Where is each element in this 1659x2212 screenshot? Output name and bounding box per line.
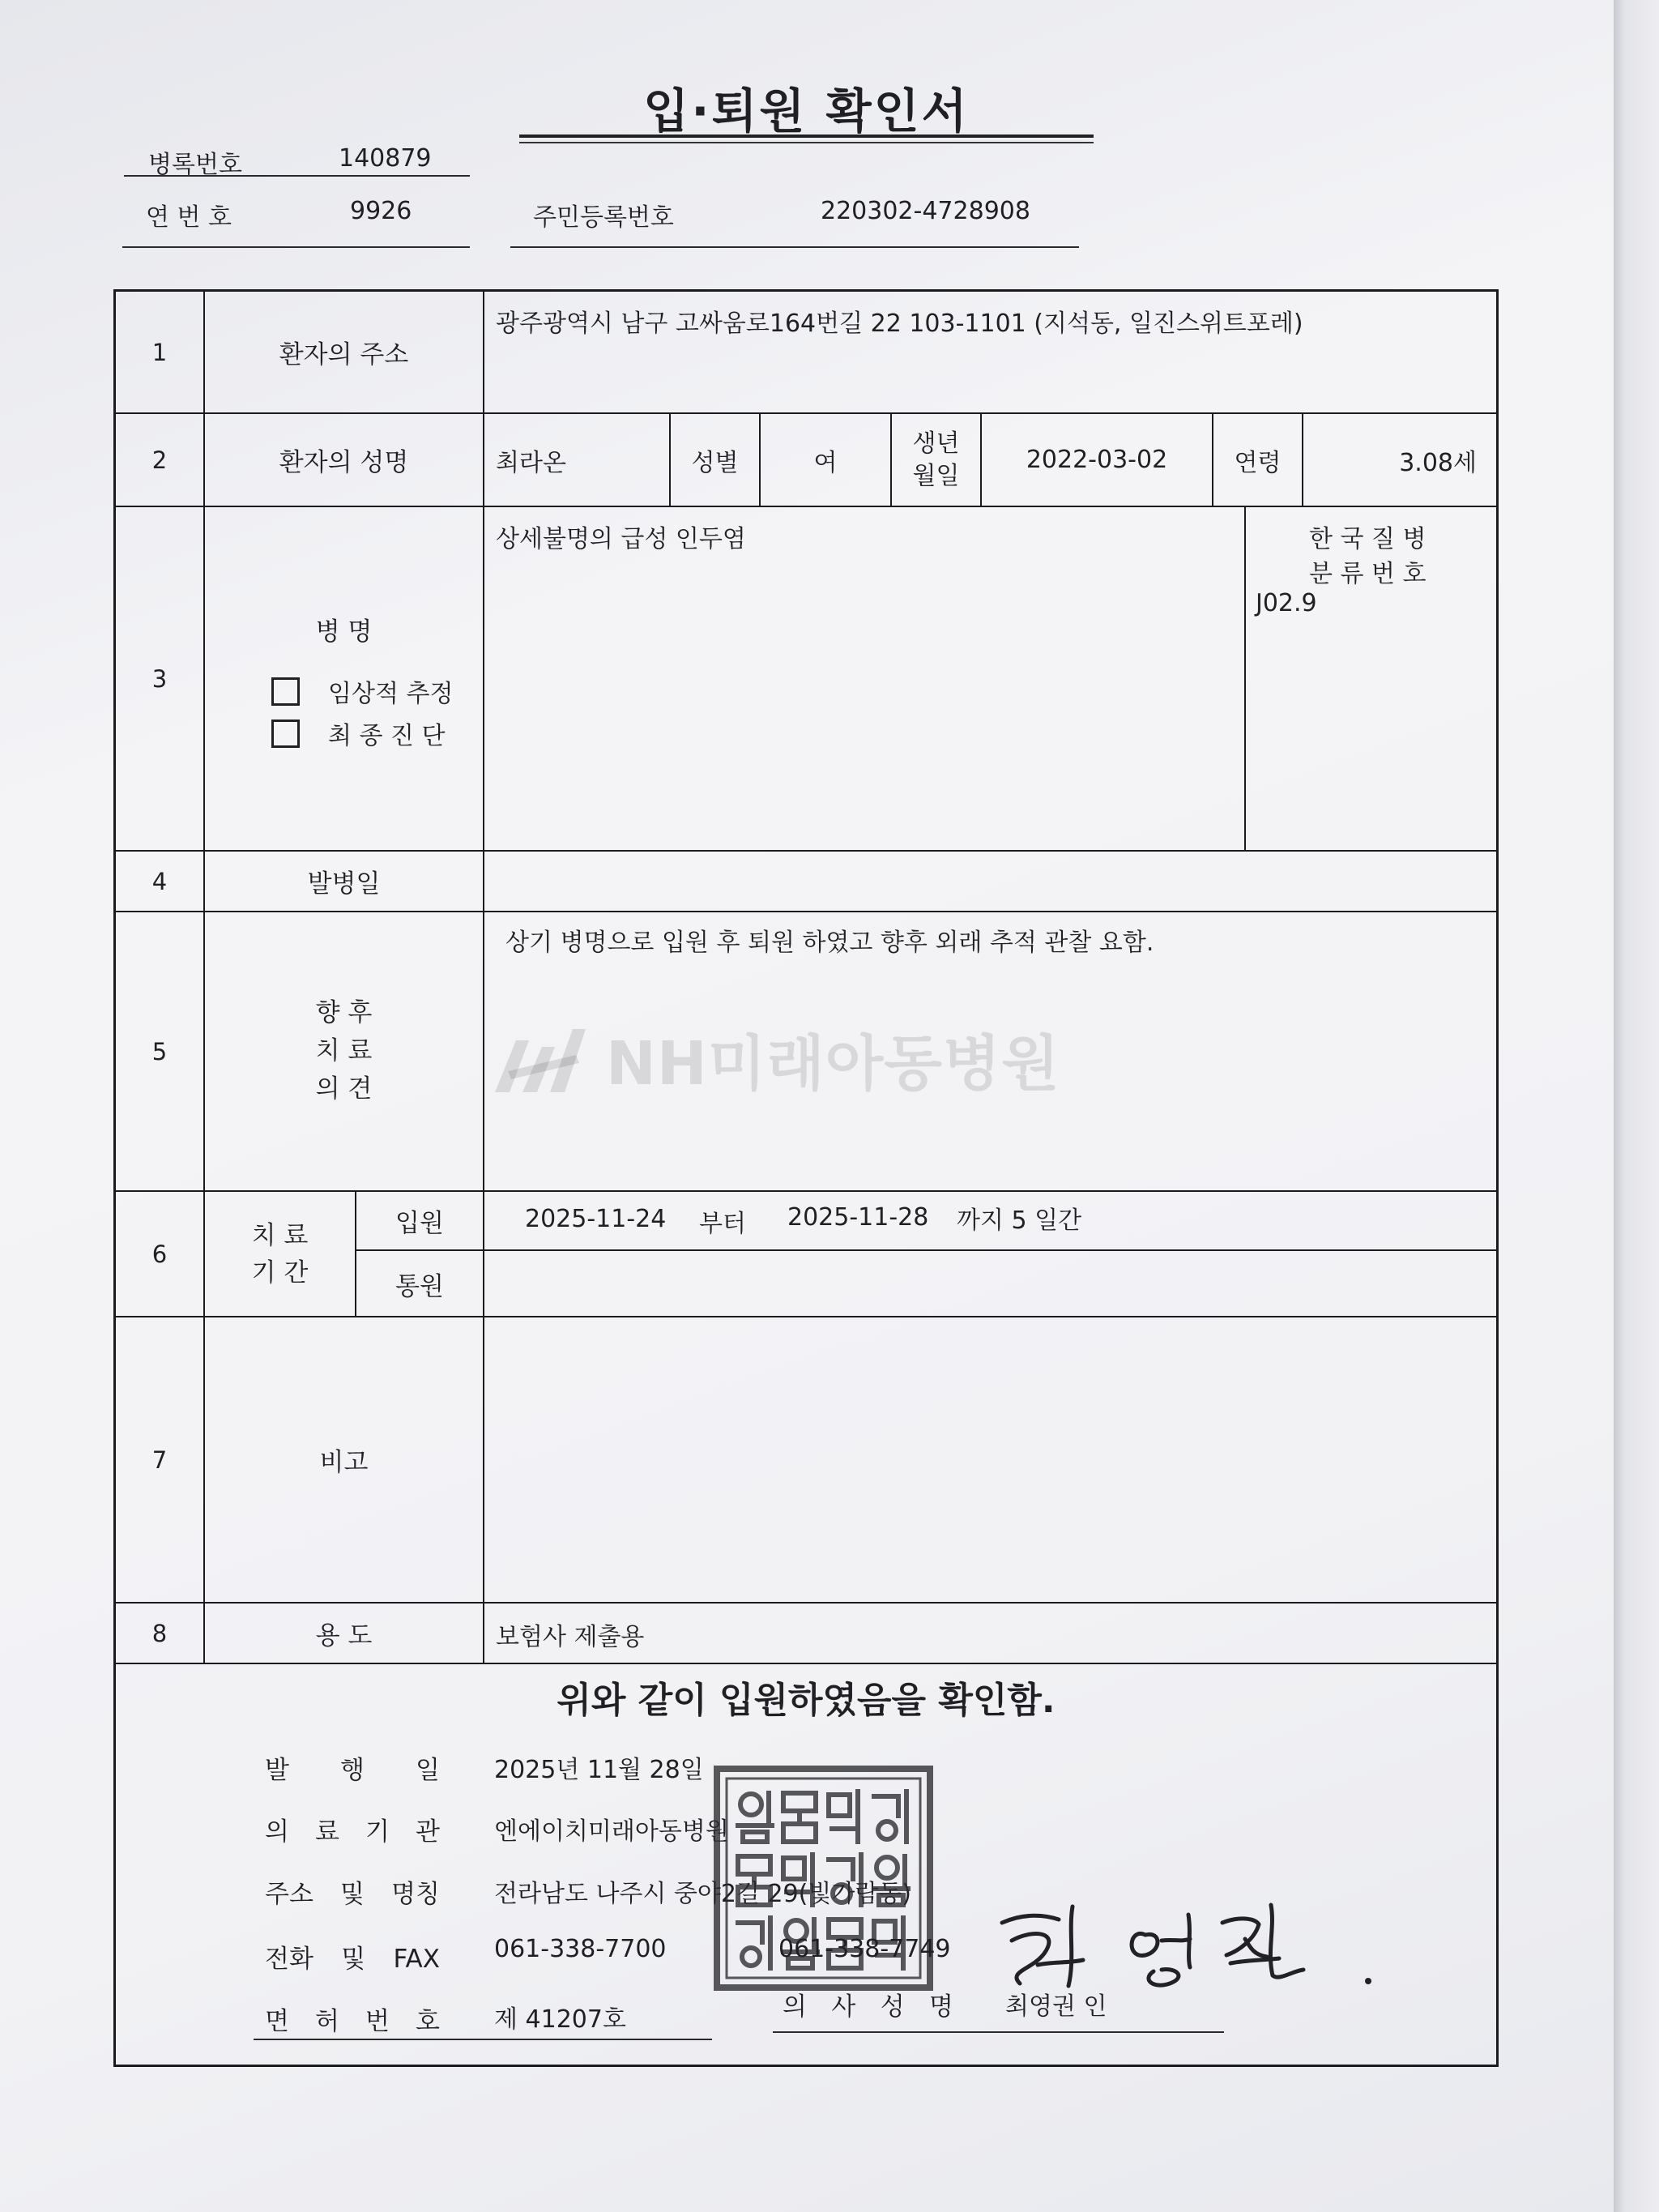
clinical-estimate-checkbox <box>271 677 300 706</box>
row-number-cell <box>116 912 205 1190</box>
birth-label-line: 월일 <box>912 461 960 490</box>
row-purpose <box>116 1603 1496 1664</box>
row-patient-name <box>116 414 1496 507</box>
diagnosis-label-cell <box>205 507 484 850</box>
opinion-label-line: 의 견 <box>315 1074 373 1104</box>
institution-address-label: 주소 및 명칭 <box>265 1880 440 1909</box>
institution-address-value: 전라남도 나주시 중야2길 29(빛가람동) <box>494 1880 911 1908</box>
resident-number-underline <box>510 246 1079 248</box>
row-number-cell <box>116 414 205 506</box>
period-detail <box>356 1192 1496 1316</box>
opinion-value-cell <box>484 912 1496 1190</box>
final-diagnosis-checkbox <box>271 720 300 748</box>
second-sheet-edge <box>1614 0 1659 2212</box>
fax-value: 061-338-7749 <box>778 1935 951 1963</box>
diagnosis-name: 상세불명의 급성 인두염 <box>496 525 746 553</box>
purpose-label-cell <box>205 1603 484 1663</box>
record-number-underline <box>124 175 470 177</box>
birth-label-line: 생년 <box>912 429 960 458</box>
final-diagnosis-label: 최 종 진 단 <box>328 722 446 750</box>
outpatient-label-cell <box>356 1251 484 1316</box>
final-diagnosis-option <box>271 712 483 754</box>
remarks-label-cell <box>205 1317 484 1602</box>
patient-info-cells <box>484 414 1496 506</box>
doctor-name-label: 의 사 성 명 <box>783 1992 953 2022</box>
onset-label: 발병일 <box>307 869 381 899</box>
opinion-label-line: 향 후 <box>315 998 373 1027</box>
license-number-value: 제 41207호 <box>494 2005 626 2034</box>
kcd-label-line: 분 류 번 호 <box>1309 560 1427 588</box>
opinion-label-line: 치 료 <box>315 1036 373 1065</box>
age-value-cell <box>1303 414 1496 506</box>
title-double-underline <box>519 135 1094 143</box>
certificate-form-table <box>113 289 1499 2067</box>
diagnosis-value-cell <box>484 507 1246 850</box>
birth-label-cell <box>892 414 982 506</box>
purpose-value: 보험사 제출용 <box>496 1623 645 1651</box>
inpatient-label-cell <box>356 1192 484 1249</box>
row-number: 5 <box>151 1037 168 1065</box>
resident-number-label: 주민등록번호 <box>533 203 674 232</box>
row-number: 4 <box>151 867 168 895</box>
row-number-cell <box>116 1317 205 1602</box>
doctor-underline <box>773 2031 1224 2033</box>
sex-value-cell <box>761 414 892 506</box>
row-number-cell <box>116 507 205 850</box>
admission-date: 2025-11-24 <box>525 1205 667 1233</box>
nh-logo-icon <box>492 1023 598 1095</box>
row-number: 1 <box>151 338 168 366</box>
address-label-cell <box>205 292 484 412</box>
sex-label-cell <box>671 414 761 506</box>
remarks-label: 비고 <box>319 1448 369 1477</box>
record-number-value: 140879 <box>339 144 432 173</box>
from-suffix: 부터 <box>699 1210 746 1238</box>
serial-number-underline <box>122 246 470 248</box>
kcd-label-line: 한 국 질 병 <box>1309 525 1427 553</box>
outpatient-row <box>356 1251 1496 1316</box>
inpatient-period-cell <box>484 1192 1496 1249</box>
period-label-cell <box>205 1192 356 1316</box>
treatment-opinion-text: 상기 병명으로 입원 후 퇴원 하였고 향후 외래 추적 관찰 요함. <box>505 929 1154 957</box>
address-label: 환자의 주소 <box>279 340 409 369</box>
record-number-label: 병록번호 <box>148 151 242 179</box>
row-patient-address <box>116 292 1496 414</box>
row-number: 3 <box>151 664 168 693</box>
row-number-cell <box>116 1192 205 1316</box>
watermark-text: NH미래아동병원 <box>606 1029 1060 1099</box>
doctor-signature <box>987 1890 1376 1992</box>
sex-label: 성별 <box>691 448 739 477</box>
row-number: 6 <box>151 1240 168 1268</box>
issue-date-value: 2025년 11월 28일 <box>494 1756 704 1784</box>
row-remarks <box>116 1317 1496 1603</box>
resident-number-value: 220302-4728908 <box>821 197 1030 225</box>
issue-date-label: 발 행 일 <box>265 1756 440 1785</box>
institution-value: 엔에이치미래아동병원 <box>494 1817 729 1846</box>
onset-label-cell <box>205 852 484 911</box>
kcd-code: J02.9 <box>1256 589 1317 617</box>
name-label: 환자의 성명 <box>279 448 409 477</box>
purpose-value-cell <box>484 1603 1496 1663</box>
row-number-cell <box>116 292 205 412</box>
row-number: 8 <box>151 1619 168 1647</box>
sex-value: 여 <box>813 448 838 477</box>
age-value: 3.08세 <box>1399 448 1477 477</box>
outpatient-period-cell <box>484 1251 1496 1316</box>
purpose-label: 용 도 <box>315 1621 373 1650</box>
age-label: 연령 <box>1234 448 1282 477</box>
row-number-cell <box>116 852 205 911</box>
kcd-cell <box>1246 507 1496 850</box>
row-treatment-opinion <box>116 912 1496 1192</box>
inpatient-row <box>356 1192 1496 1251</box>
name-label-cell <box>205 414 484 506</box>
diagnosis-type-checkboxes <box>205 670 483 754</box>
opinion-label-cell <box>205 912 484 1190</box>
patient-name: 최라온 <box>496 448 566 477</box>
document-title: 입·퇴원 확인서 <box>643 83 970 139</box>
row-number: 2 <box>151 446 168 474</box>
serial-number-value: 9926 <box>350 197 412 225</box>
outpatient-label: 통원 <box>395 1271 444 1301</box>
phone-fax-label: 전화 및 FAX <box>265 1945 440 1974</box>
diagnosis-content <box>484 507 1496 850</box>
diagnosis-label: 병 명 <box>315 617 373 647</box>
institution-label: 의 료 기 관 <box>265 1817 440 1847</box>
certification-block <box>116 1664 1496 2065</box>
discharge-date: 2025-11-28 <box>787 1203 929 1232</box>
certification-statement: 위와 같이 입원하였음을 확인함. <box>557 1680 1056 1721</box>
period-duration: 까지 5 일간 <box>957 1206 1082 1235</box>
period-label-line: 기 간 <box>251 1258 309 1287</box>
patient-address: 광주광역시 남구 고싸움로164번길 22 103-1101 (지석동, 일진스위트포레) <box>496 310 1303 338</box>
serial-number-label: 연 번 호 <box>146 203 232 232</box>
row-diagnosis <box>116 507 1496 852</box>
hospital-watermark <box>492 1016 1060 1102</box>
row-number-cell <box>116 1603 205 1663</box>
age-label-cell <box>1213 414 1303 506</box>
row-treatment-period <box>116 1192 1496 1317</box>
patient-name-cell <box>484 414 671 506</box>
clinical-estimate-option <box>271 670 483 712</box>
onset-value-cell <box>484 852 1496 911</box>
license-underline <box>254 2039 712 2040</box>
inpatient-label: 입원 <box>395 1209 444 1238</box>
clinical-estimate-label: 임상적 추정 <box>328 680 454 708</box>
remarks-value-cell <box>484 1317 1496 1602</box>
phone-value: 061-338-7700 <box>494 1935 667 1963</box>
birth-value-cell <box>982 414 1213 506</box>
row-number: 7 <box>151 1445 168 1474</box>
address-value-cell <box>484 292 1496 412</box>
doctor-name-value: 최영권 인 <box>1005 1992 1107 2021</box>
row-onset-date <box>116 852 1496 912</box>
period-label-line: 치 료 <box>251 1220 309 1250</box>
birth-date: 2022-03-02 <box>1026 446 1168 474</box>
license-number-label: 면 허 번 호 <box>265 2007 440 2036</box>
